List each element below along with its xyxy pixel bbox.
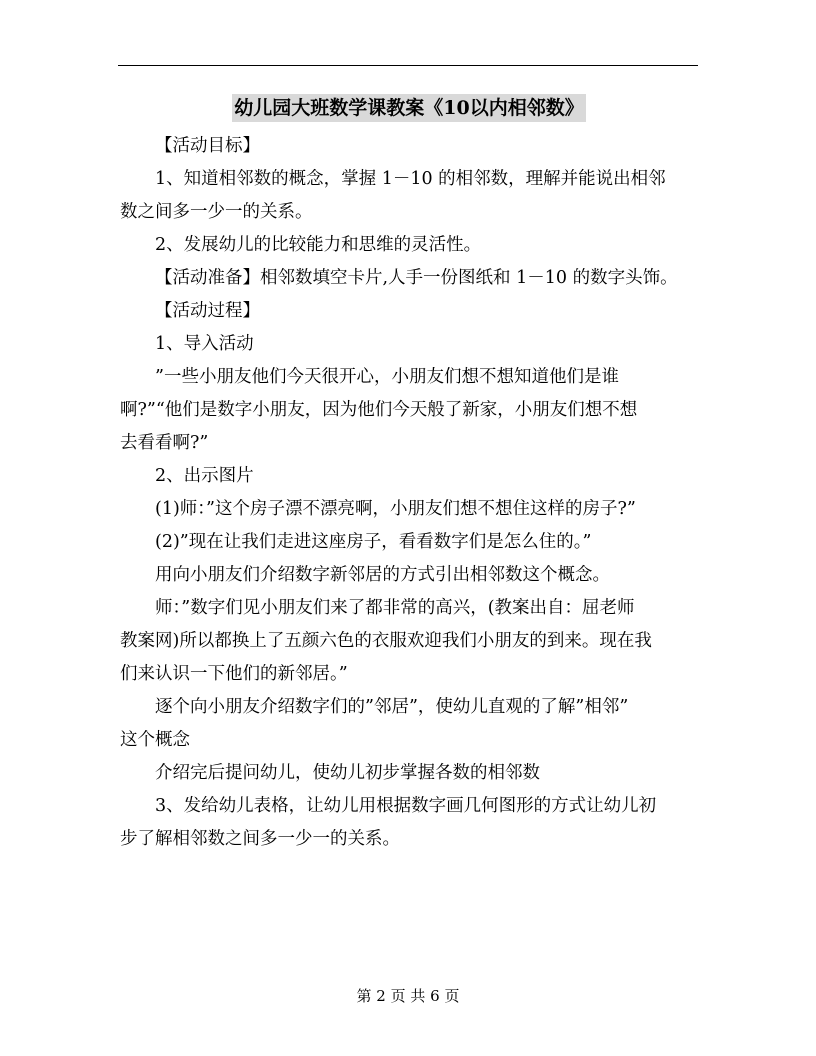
paragraph	[120, 592, 698, 691]
paragraph-line: 1、导入活动	[155, 334, 254, 354]
paragraph-line: ”一些小朋友他们今天很开心，小朋友们想不想知道他们是谁	[155, 367, 619, 387]
paragraph-line: 3、发给幼儿表格，让幼儿用根据数字画几何图形的方式让幼儿初	[155, 796, 657, 816]
title-row	[120, 88, 698, 130]
paragraph-line: 2、发展幼儿的比较能力和思维的灵活性。	[155, 235, 482, 255]
paragraph	[120, 130, 698, 163]
paragraph	[120, 493, 698, 526]
paragraph	[120, 163, 698, 229]
paragraph	[120, 295, 698, 328]
paragraph	[120, 328, 698, 361]
paragraph-line: 步了解相邻数之间多一少一的关系。	[120, 829, 400, 849]
document-body	[120, 88, 698, 856]
paragraph-line: 教案网)所以都换上了五颜六色的衣服欢迎我们小朋友的到来。现在我	[120, 631, 652, 651]
paragraph-line: 介绍完后提问幼儿，使幼儿初步掌握各数的相邻数	[155, 763, 540, 783]
page-footer: 第 2 页 共 6 页	[356, 987, 460, 1005]
paragraph-line: 【活动过程】	[155, 301, 260, 321]
paragraph-line: 逐个向小朋友介绍数字们的”邻居”，使幼儿直观的了解”相邻”	[155, 697, 629, 717]
paragraph-line: 【活动准备】相邻数填空卡片,人手一份图纸和 1－10 的数字头饰。	[155, 268, 678, 288]
paragraph-line: 【活动目标】	[155, 136, 260, 156]
paragraph-list	[120, 130, 698, 856]
paragraph-line: 师：”数字们见小朋友们来了都非常的高兴，(教案出自：屈老师	[155, 598, 635, 618]
paragraph-line: 这个概念	[120, 730, 190, 750]
paragraph-line: 们来认识一下他们的新邻居。”	[120, 664, 348, 684]
paragraph	[120, 559, 698, 592]
paragraph-line: (1)师：”这个房子漂不漂亮啊，小朋友们想不想住这样的房子?”	[155, 499, 636, 519]
paragraph-line: 1、知道相邻数的概念，掌握 1－10 的相邻数，理解并能说出相邻	[155, 169, 666, 189]
paragraph	[120, 757, 698, 790]
paragraph	[120, 361, 698, 460]
paragraph-line: 去看看啊?”	[120, 433, 209, 453]
paragraph	[120, 691, 698, 757]
paragraph	[120, 229, 698, 262]
paragraph	[120, 790, 698, 856]
document-title: 幼儿园大班数学课教案《10以内相邻数》	[232, 94, 585, 122]
paragraph	[120, 460, 698, 493]
paragraph	[120, 262, 698, 295]
paragraph-line: (2)”现在让我们走进这座房子，看看数字们是怎么住的。”	[155, 532, 592, 552]
paragraph-line: 2、出示图片	[155, 466, 254, 486]
paragraph-line: 数之间多一少一的关系。	[120, 202, 313, 222]
paragraph	[120, 526, 698, 559]
paragraph-line: 用向小朋友们介绍数字新邻居的方式引出相邻数这个概念。	[155, 565, 610, 585]
paragraph-line: 啊?”“他们是数字小朋友，因为他们今天般了新家，小朋友们想不想	[120, 400, 638, 420]
header-rule	[118, 65, 698, 66]
